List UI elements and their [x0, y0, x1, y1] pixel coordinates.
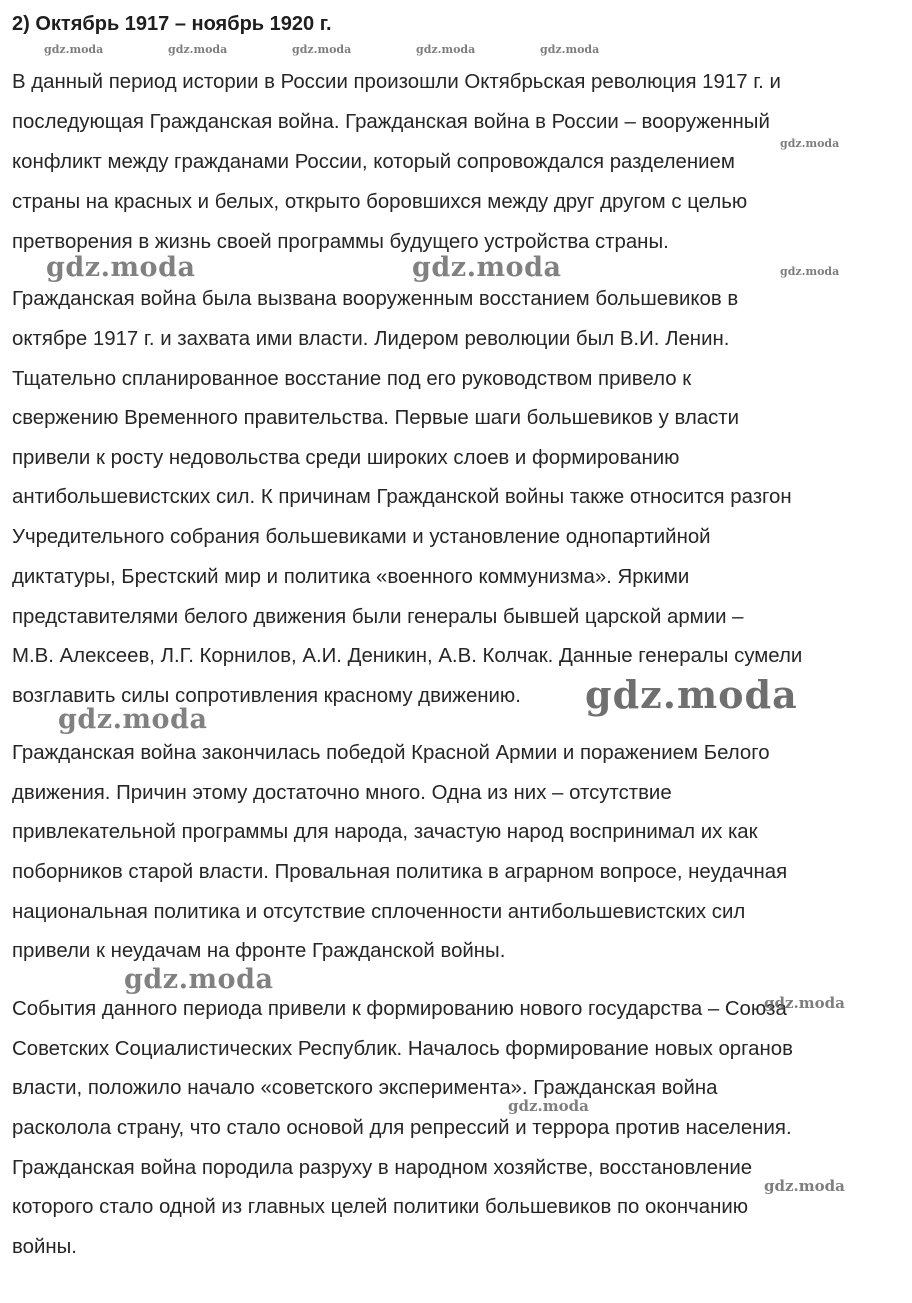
watermark: gdz.moda	[46, 252, 196, 283]
text-line: События данного периода привели к формированию нового государства – Союза	[12, 998, 787, 1020]
watermark: gdz.moda	[585, 672, 798, 717]
text-line: расколола страну, что стало основой для репрессий и террора против населения.	[12, 1117, 792, 1139]
text-line: войны.	[12, 1236, 77, 1258]
text-line: власти, положило начало «советского эксперимента». Гражданская война	[12, 1077, 718, 1099]
text-line: В данный период истории в России произошли Октябрьская революция 1917 г. и	[12, 71, 781, 93]
text-line: движения. Причин этому достаточно много. Одна из них – отсутствие	[12, 782, 672, 804]
watermark: gdz.moda	[168, 43, 228, 56]
watermark: gdz.moda	[412, 252, 562, 283]
watermark: gdz.moda	[764, 994, 845, 1012]
watermark: gdz.moda	[44, 43, 104, 56]
watermark: gdz.moda	[416, 43, 476, 56]
text-line: привели к неудачам на фронте Гражданской войны.	[12, 940, 506, 962]
watermark: gdz.moda	[58, 704, 208, 735]
text-line: претворения в жизнь своей программы будущего устройства страны.	[12, 231, 669, 253]
text-line: которого стало одной из главных целей политики большевиков по окончанию	[12, 1196, 749, 1218]
text-line: привлекательной программы для народа, зачастую народ воспринимал их как	[12, 821, 758, 843]
page-heading: 2) Октябрь 1917 – ноябрь 1920 г.	[12, 13, 332, 35]
text-line: Гражданская война закончилась победой Красной Армии и поражением Белого	[12, 742, 770, 764]
text-line: Учредительного собрания большевиками и установление однопартийной	[12, 526, 711, 548]
text-line: привели к росту недовольства среди широких слоев и формированию	[12, 447, 680, 469]
watermark: gdz.moda	[540, 43, 600, 56]
watermark: gdz.moda	[780, 265, 840, 278]
text-line: антибольшевистских сил. К причинам Гражданской войны также относится разгон	[12, 486, 792, 508]
text-line: Тщательно спланированное восстание под его руководством привело к	[12, 368, 692, 390]
text-line: последующая Гражданская война. Гражданская война в России – вооруженный	[12, 111, 770, 133]
text-line: национальная политика и отсутствие сплоченности антибольшевистских сил	[12, 901, 746, 923]
watermark: gdz.moda	[508, 1097, 589, 1115]
watermark: gdz.moda	[764, 1177, 845, 1195]
text-line: представителями белого движения были генералы бывшей царской армии –	[12, 606, 744, 628]
text-line: возглавить силы сопротивления красному движению.	[12, 685, 521, 707]
text-line: Советских Социалистических Республик. Началось формирование новых органов	[12, 1038, 793, 1060]
text-line: Гражданская война была вызвана вооруженным восстанием большевиков в	[12, 288, 739, 310]
text-line: страны на красных и белых, открыто боровшихся между друг другом с целью	[12, 191, 748, 213]
watermark: gdz.moda	[780, 137, 840, 150]
text-line: М.В. Алексеев, Л.Г. Корнилов, А.И. Деникин, А.В. Колчак. Данные генералы сумели	[12, 645, 803, 667]
watermark: gdz.moda	[124, 964, 274, 995]
text-line: поборников старой власти. Провальная политика в аграрном вопросе, неудачная	[12, 861, 788, 883]
text-line: свержению Временного правительства. Первые шаги большевиков у власти	[12, 407, 740, 429]
text-line: Гражданская война породила разруху в народном хозяйстве, восстановление	[12, 1157, 753, 1179]
watermark: gdz.moda	[292, 43, 352, 56]
text-line: диктатуры, Брестский мир и политика «военного коммунизма». Яркими	[12, 566, 690, 588]
text-line: октябре 1917 г. и захвата ими власти. Лидером революции был В.И. Ленин.	[12, 328, 730, 350]
text-line: конфликт между гражданами России, который сопровождался разделением	[12, 151, 735, 173]
